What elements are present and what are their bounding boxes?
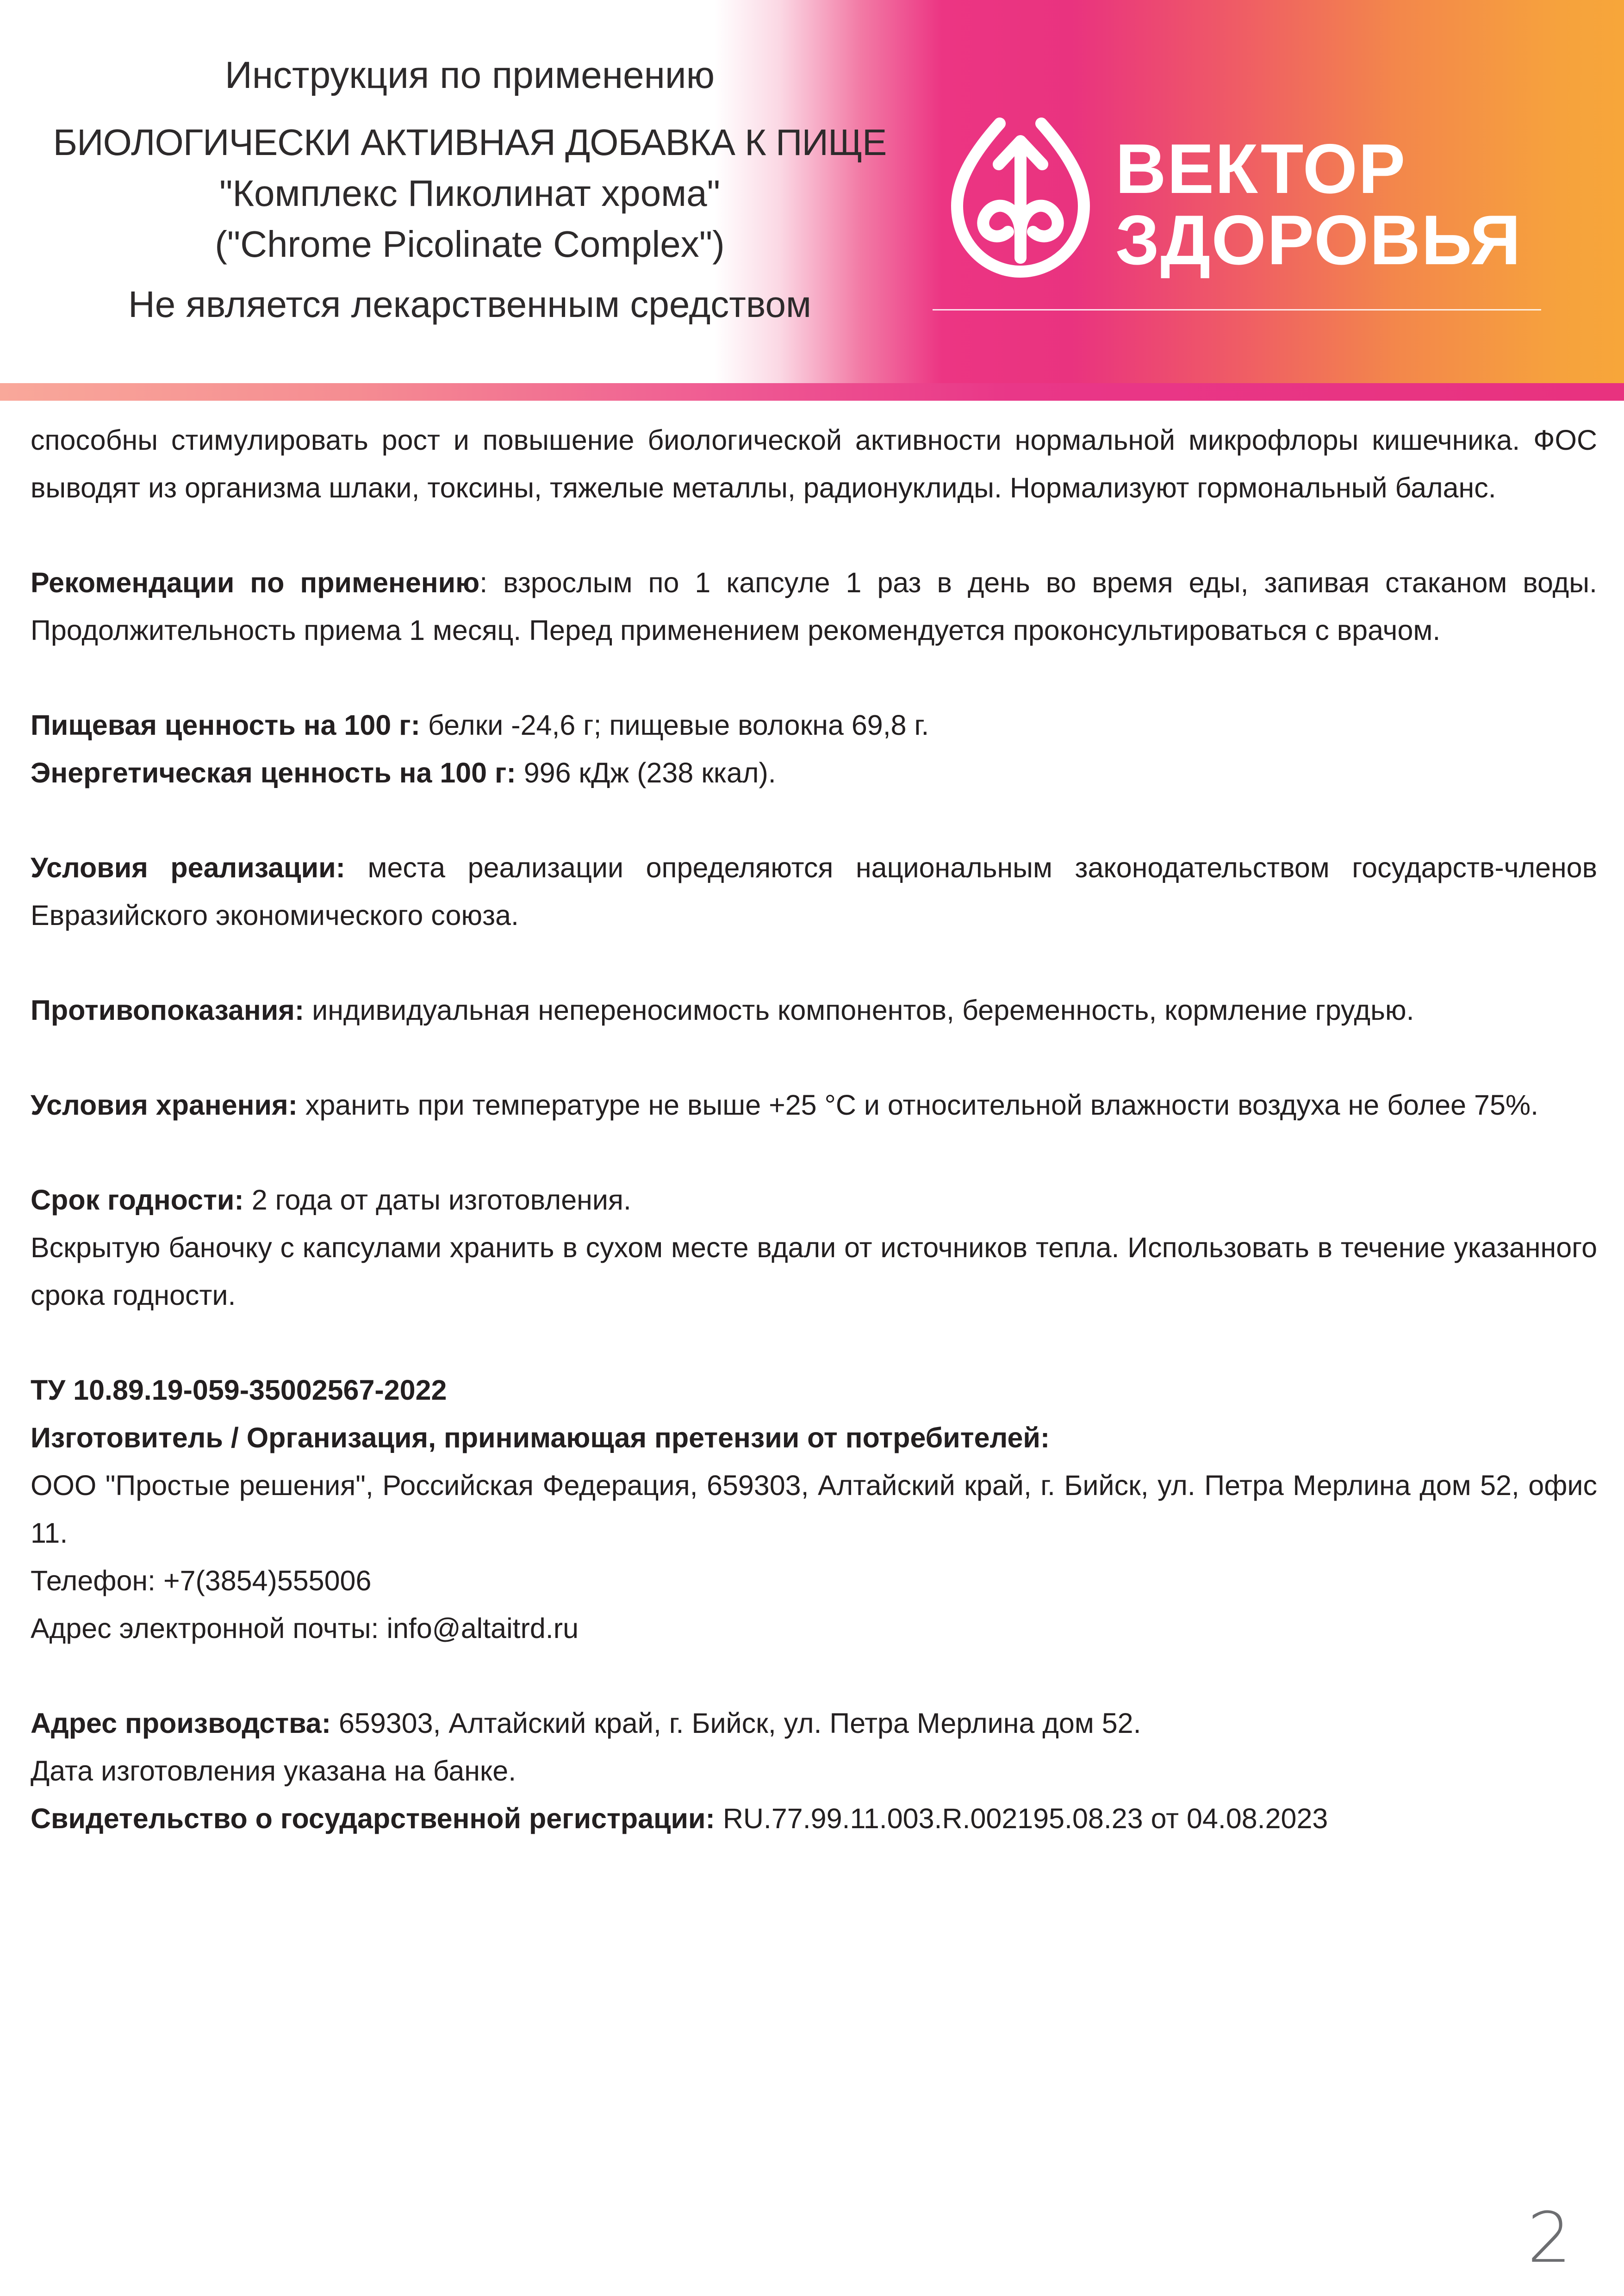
production-address-text: 659303, Алтайский край, г. Бийск, ул. Петра Мерлина дом 52.: [331, 1707, 1141, 1739]
instruction-title: Инструкция по применению: [224, 54, 715, 96]
brand-name-line1: ВЕКТОР: [1115, 130, 1406, 208]
energy-label: Энергетическая ценность на 100 г:: [31, 757, 516, 788]
header-band: [0, 383, 1624, 401]
sale-conditions-section: [31, 844, 1597, 939]
contraindications-text: индивидуальная непереносимость компонентов, беременность, кормление грудью.: [304, 994, 1414, 1026]
email-line: Адрес электронной почты: info@altaitrd.ru: [31, 1613, 579, 1644]
shelf-life-section: [31, 1176, 1597, 1224]
drop-arrow-leaf-icon: [944, 95, 1097, 280]
not-medicine-note: Не является лекарственным средством: [128, 284, 811, 325]
recommendations-text: : взрослым по 1 капсуле 1 раз в день во время еды, запивая стаканом воды. Продолжительность приема 1 месяц. Перед применением рекомендуется проконсультироваться с врачом.: [31, 567, 1597, 646]
sale-conditions-text: места реализации определяются национальным законодательством государств-членов Евразийского экономического союза.: [31, 852, 1597, 931]
recommendations-label: Рекомендации по применению: [31, 567, 480, 598]
nutrition-label: Пищевая ценность на 100 г:: [31, 709, 420, 741]
registration-certificate-label: Свидетельство о государственной регистрации:: [31, 1803, 715, 1834]
manufacturer-label: Изготовитель / Организация, принимающая претензии от потребителей:: [31, 1422, 1050, 1453]
production-address-label: Адрес производства:: [31, 1707, 331, 1739]
product-name-en: ("Chrome Picolinate Complex"): [215, 223, 725, 265]
page-number: 2: [1527, 2198, 1572, 2278]
header-banner: [0, 0, 1624, 384]
brand-name-line2: ЗДОРОВЬЯ: [1115, 201, 1522, 279]
tu-number: ТУ 10.89.19-059-35002567-2022: [31, 1374, 447, 1406]
product-category: БИОЛОГИЧЕСКИ АКТИВНАЯ ДОБАВКА К ПИЩЕ: [53, 122, 887, 163]
shelf-life-label: Срок годности:: [31, 1184, 244, 1216]
intro-paragraph: способны стимулировать рост и повышение биологической активности нормальной микрофлоры кишечника. ФОС выводят из организма шлаки, токсины, тяжелые металлы, радионуклиды. Нормализуют гормональный баланс.: [31, 424, 1597, 503]
instruction-body: [31, 416, 1597, 1843]
phone-line: Телефон: +7(3854)555006: [31, 1565, 372, 1596]
contraindications-section: [31, 987, 1597, 1034]
energy-text: 996 кДж (238 ккал).: [516, 757, 776, 788]
product-name-ru: "Комплекс Пиколинат хрома": [219, 173, 720, 214]
contraindications-label: Противопоказания:: [31, 994, 305, 1026]
registration-certificate-section: [31, 1795, 1597, 1843]
nutrition-section: [31, 701, 1597, 749]
logo-divider: [933, 309, 1541, 310]
manufacturer-text: ООО "Простые решения", Российская Федерация, 659303, Алтайский край, г. Бийск, ул. Петра Мерлина дом 52, офис 11.: [31, 1470, 1597, 1549]
manufacture-date-note: Дата изготовления указана на банке.: [31, 1755, 516, 1787]
opened-storage-note: Вскрытую баночку с капсулами хранить в сухом месте вдали от источников тепла. Использовать в течение указанного срока годности.: [31, 1232, 1597, 1311]
shelf-life-text: 2 года от даты изготовления.: [243, 1184, 631, 1216]
storage-section: [31, 1081, 1597, 1129]
recommendations-section: [31, 559, 1597, 654]
energy-section: [31, 749, 1597, 797]
sale-conditions-label: Условия реализации:: [31, 852, 345, 883]
registration-certificate-text: RU.77.99.11.003.R.002195.08.23 от 04.08.2023: [715, 1803, 1328, 1834]
nutrition-text: белки -24,6 г; пищевые волокна 69,8 г.: [420, 709, 929, 741]
production-address-section: [31, 1700, 1597, 1747]
storage-text: хранить при температуре не выше +25 °С и относительной влажности воздуха не более 75%.: [297, 1089, 1539, 1121]
storage-label: Условия хранения:: [31, 1089, 298, 1121]
